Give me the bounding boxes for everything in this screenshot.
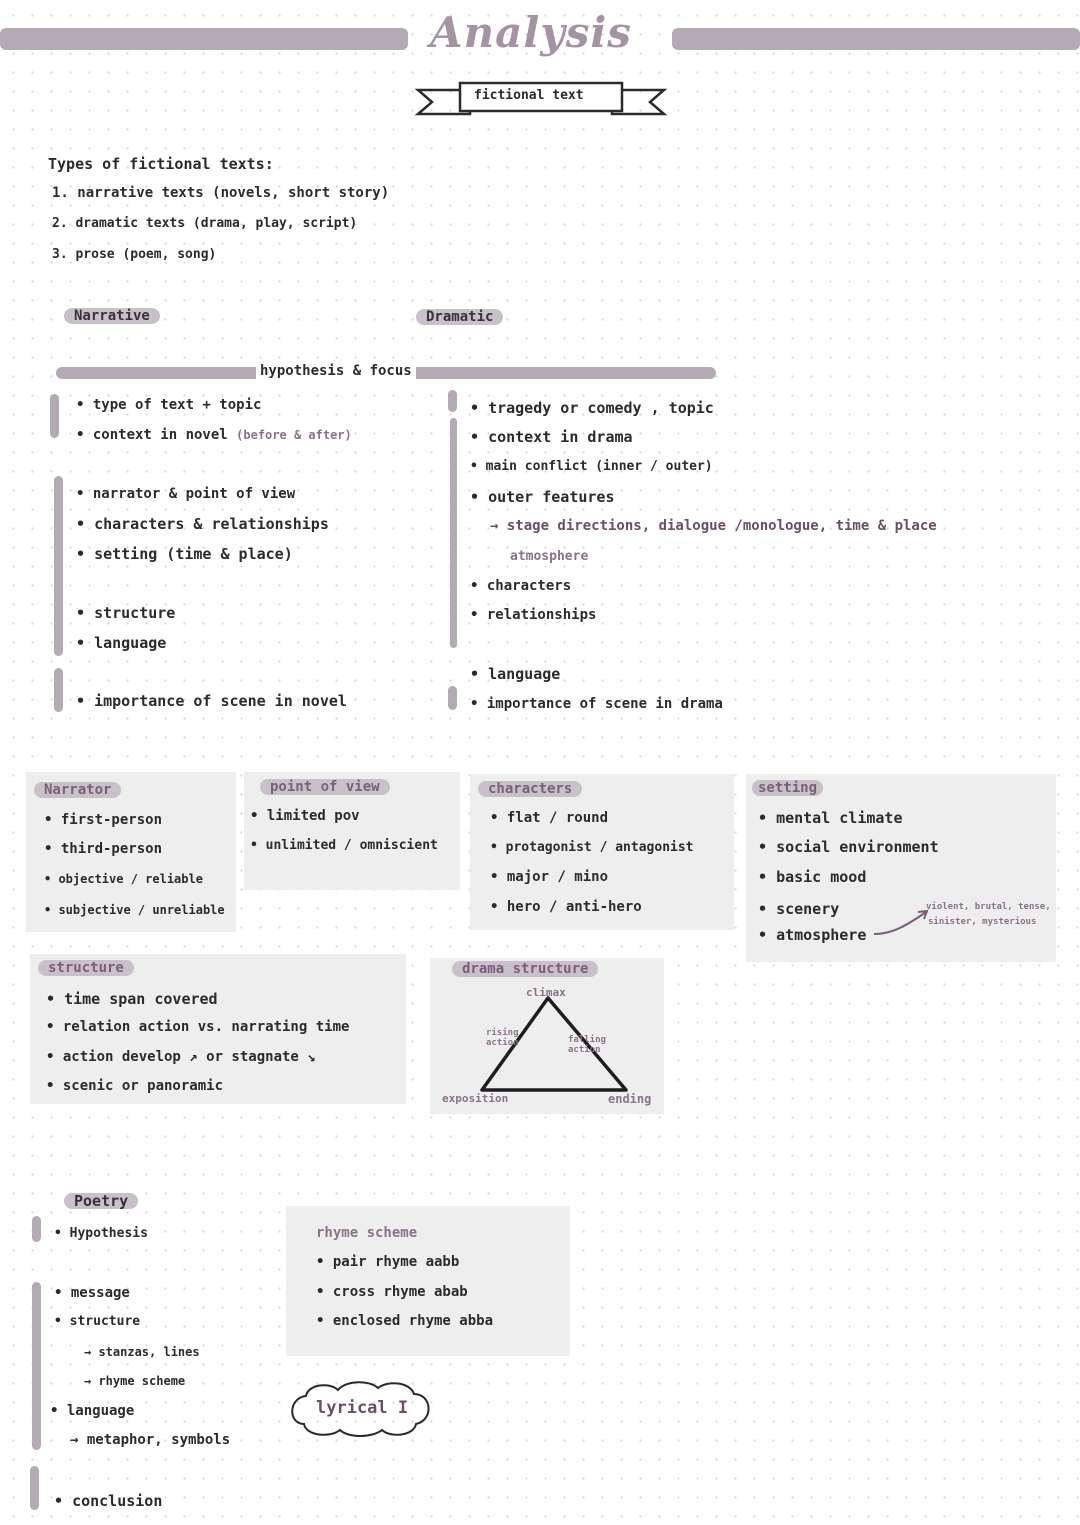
- dramatic-bar-3: [448, 686, 457, 710]
- setting-item: • basic mood: [758, 868, 867, 886]
- narrator-item: • first-person: [44, 812, 163, 828]
- rhyme-item: • cross rhyme abab: [316, 1284, 468, 1300]
- dramatic-detail: atmosphere: [510, 549, 589, 564]
- dramatic-item: • main conflict (inner / outer): [470, 459, 713, 474]
- setting-item: • mental climate: [758, 809, 903, 827]
- hypothesis-label: hypothesis & focus: [256, 363, 416, 379]
- narrative-bar-1: [50, 394, 59, 438]
- characters-item: • major / mino: [490, 869, 609, 885]
- poetry-item: • message: [54, 1285, 130, 1301]
- poetry-bar-2: [32, 1282, 41, 1450]
- narrator-item: • objective / reliable: [44, 872, 203, 886]
- setting-item: • social environment: [758, 838, 939, 856]
- setting-note: violent, brutal, tense,: [926, 902, 1051, 912]
- setting-item: • atmosphere: [758, 926, 867, 944]
- dramatic-detail: → stage directions, dialogue /monologue, time & place: [490, 518, 937, 534]
- pov-item: • limited pov: [250, 808, 360, 824]
- poetry-item: • language: [50, 1403, 135, 1419]
- poetry-item: • Hypothesis: [54, 1226, 148, 1241]
- lyrical-label: lyrical I: [316, 1398, 409, 1418]
- narrative-label: Narrative: [64, 308, 160, 324]
- poetry-sub: → metaphor, symbols: [70, 1432, 231, 1448]
- types-item: 2. dramatic texts (drama, play, script): [52, 216, 358, 231]
- narrative-item: • characters & relationships: [76, 515, 329, 533]
- narrator-box-title: Narrator: [34, 782, 121, 798]
- narrative-bar-2: [54, 476, 63, 656]
- types-item: 3. prose (poem, song): [52, 247, 217, 262]
- characters-item: • protagonist / antagonist: [490, 840, 694, 855]
- characters-box-title: characters: [478, 781, 582, 797]
- structure-item: • scenic or panoramic: [46, 1078, 224, 1094]
- narrator-item: • subjective / unreliable: [44, 903, 225, 917]
- poetry-sub: → rhyme scheme: [84, 1374, 186, 1388]
- types-item: 1. narrative texts (novels, short story): [52, 185, 390, 201]
- rising-label: rising action: [486, 1028, 519, 1048]
- poetry-item: • structure: [54, 1314, 141, 1329]
- dramatic-item: • outer features: [470, 488, 615, 506]
- setting-box-title: setting: [752, 780, 823, 796]
- dramatic-item: • importance of scene in drama: [470, 696, 723, 712]
- page-title: Analysis: [430, 8, 632, 57]
- pov-box-title: point of view: [260, 779, 390, 795]
- poetry-sub: → stanzas, lines: [84, 1345, 200, 1359]
- poetry-bar-3: [30, 1466, 39, 1510]
- dramatic-label: Dramatic: [416, 309, 503, 325]
- structure-box-title: structure: [38, 960, 134, 976]
- falling-label: falling action: [568, 1035, 606, 1055]
- arrow-icon: [872, 906, 932, 938]
- structure-item: • relation action vs. narrating time: [46, 1019, 350, 1035]
- dramatic-item: • characters: [470, 578, 572, 594]
- exposition-label: exposition: [442, 1092, 509, 1105]
- narrative-item: • structure: [76, 604, 176, 622]
- narrative-item: • setting (time & place): [76, 545, 293, 563]
- characters-item: • flat / round: [490, 810, 609, 826]
- setting-note: sinister, mysterious: [928, 917, 1037, 927]
- dramatic-item: • relationships: [470, 607, 597, 623]
- dramatic-bar-2: [450, 418, 457, 648]
- drama-structure-title: drama structure: [452, 961, 598, 977]
- ending-label: ending: [608, 1092, 652, 1106]
- dramatic-item: • language: [470, 665, 561, 683]
- header-bar-right: [672, 28, 1080, 50]
- narrator-item: • third-person: [44, 841, 163, 857]
- narrative-item: • narrator & point of view: [76, 486, 296, 502]
- dramatic-bar-1: [448, 390, 457, 412]
- types-heading: Types of fictional texts:: [48, 155, 274, 173]
- narrative-item: • type of text + topic: [76, 397, 262, 413]
- narrative-item: • importance of scene in novel: [76, 692, 347, 710]
- rhyme-box-title: rhyme scheme: [316, 1225, 418, 1241]
- setting-item: • scenery: [758, 900, 840, 918]
- narrative-bar-3: [54, 668, 63, 712]
- dramatic-item: • context in drama: [470, 428, 633, 446]
- poetry-label: Poetry: [64, 1193, 138, 1209]
- structure-item: • time span covered: [46, 990, 218, 1008]
- climax-label: climax: [526, 986, 566, 999]
- pov-item: • unlimited / omniscient: [250, 838, 438, 853]
- poetry-item: • conclusion: [54, 1492, 163, 1510]
- structure-item: • action develop ↗ or stagnate ↘: [46, 1049, 316, 1065]
- rhyme-item: • enclosed rhyme abba: [316, 1313, 494, 1329]
- header-bar-left: [0, 28, 408, 50]
- narrative-item: • context in novel (before & after): [76, 427, 352, 443]
- poetry-bar-1: [32, 1216, 41, 1242]
- dramatic-item: • tragedy or comedy , topic: [470, 399, 714, 417]
- rhyme-item: • pair rhyme aabb: [316, 1254, 460, 1270]
- characters-item: • hero / anti-hero: [490, 899, 642, 915]
- narrative-item: • language: [76, 634, 167, 652]
- page-subtitle: fictional text: [474, 88, 584, 103]
